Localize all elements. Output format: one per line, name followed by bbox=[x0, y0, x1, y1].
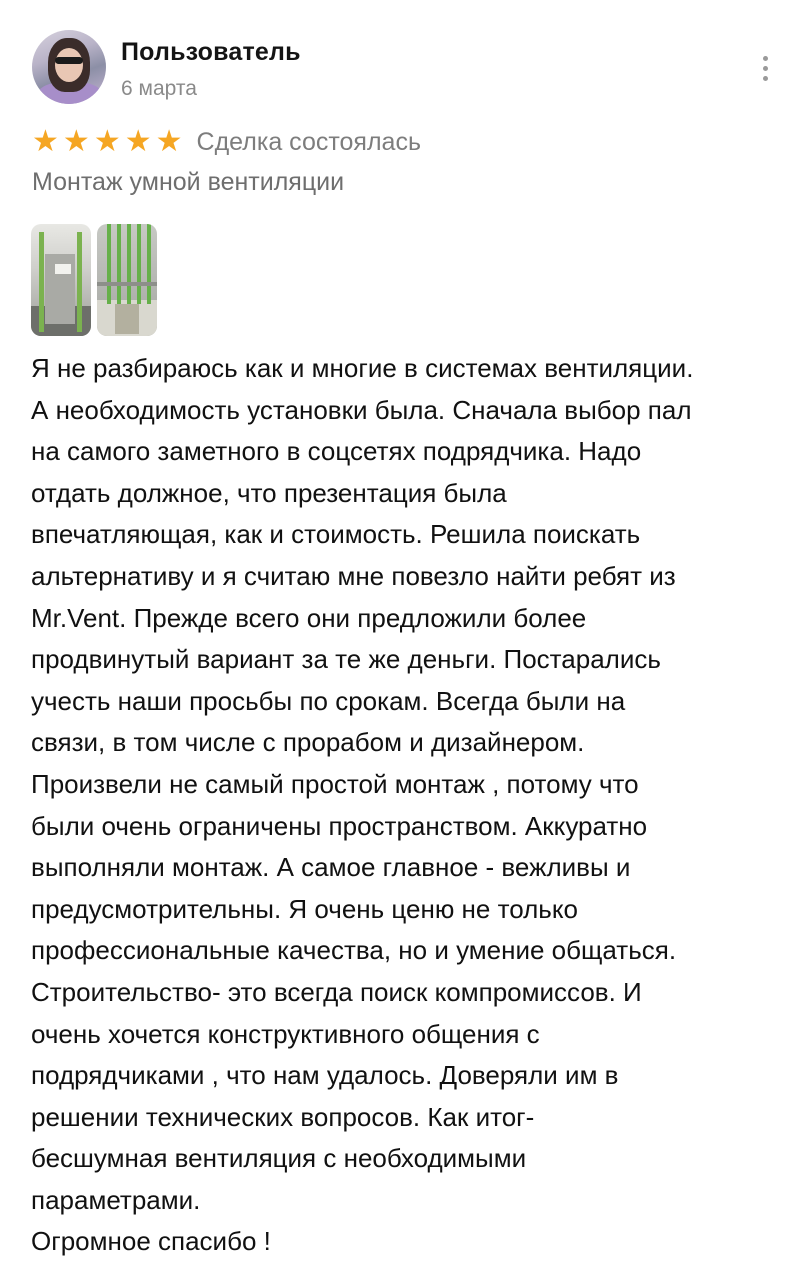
review-text-line: связи, в том числе с прорабом и дизайнером. bbox=[31, 727, 585, 758]
review-text-line: предусмотрительны. Я очень ценю не только bbox=[31, 893, 578, 924]
review-text-line: впечатляющая, как и стоимость. Решила поискать bbox=[31, 519, 641, 550]
review-text-line: Огромное спасибо ! bbox=[31, 1226, 271, 1257]
review-text-line: бесшумная вентиляция с необходимыми bbox=[31, 1143, 527, 1174]
photo-gallery bbox=[31, 224, 157, 336]
review-text-line: А необходимость установки была. Сначала выбор пал bbox=[31, 394, 692, 425]
review-text-line: подрядчиками , что нам удалось. Доверяли им в bbox=[31, 1060, 619, 1091]
star-icon: ★ bbox=[62, 125, 90, 158]
review-text-line: очень хочется конструктивного общения с bbox=[31, 1018, 540, 1049]
star-icon: ★ bbox=[93, 125, 121, 158]
review-text-line: на самого заметного в соцсетях подрядчика. Надо bbox=[31, 436, 642, 467]
review-text-line: Произвели не самый простой монтаж , потому что bbox=[31, 768, 639, 799]
review-text-line: отдать должное, что презентация была bbox=[31, 477, 507, 508]
ventilation-photo-thumbnail[interactable] bbox=[97, 224, 157, 336]
star-icon: ★ bbox=[124, 125, 152, 158]
review-text-line: профессиональные качества, но и умение общаться. bbox=[31, 935, 677, 966]
ventilation-photo-thumbnail[interactable] bbox=[31, 224, 91, 336]
more-vertical-icon bbox=[763, 56, 768, 61]
review-text bbox=[31, 348, 781, 1263]
star-rating bbox=[32, 127, 187, 157]
avatar-face bbox=[55, 48, 83, 82]
more-options-button[interactable] bbox=[753, 52, 777, 88]
review-text-line: параметрами. bbox=[31, 1184, 201, 1215]
review-text-line: Mr.Vent. Прежде всего они предложили более bbox=[31, 602, 587, 633]
more-vertical-icon bbox=[763, 76, 768, 81]
review-text-line: Строительство- это всегда поиск компромиссов. И bbox=[31, 976, 642, 1007]
rating-row bbox=[32, 124, 421, 160]
review-text-line: были очень ограничены пространством. Аккуратно bbox=[31, 810, 648, 841]
review-header bbox=[32, 30, 777, 110]
star-icon: ★ bbox=[32, 125, 59, 158]
review-text-line: продвинутый вариант за те же деньги. Постарались bbox=[31, 644, 661, 675]
review-date: 6 марта bbox=[121, 77, 197, 100]
service-title: Монтаж умной вентиляции bbox=[32, 168, 345, 196]
deal-status: Сделка состоялась bbox=[196, 127, 421, 156]
star-icon: ★ bbox=[155, 125, 183, 158]
review-text-line: альтернативу и я считаю мне повезло найти ребят из bbox=[31, 560, 676, 591]
review-text-line: решении технических вопросов. Как итог- bbox=[31, 1101, 535, 1132]
avatar[interactable] bbox=[32, 30, 106, 104]
review-text-line: выполняли монтаж. А самое главное - вежливы и bbox=[31, 852, 631, 883]
author-name[interactable]: Пользователь bbox=[121, 38, 301, 66]
review-text-line: Я не разбираюсь как и многие в системах вентиляции. bbox=[31, 353, 694, 383]
avatar-glasses bbox=[55, 57, 83, 64]
more-vertical-icon bbox=[763, 66, 768, 71]
review-text-line: учесть наши просьбы по срокам. Всегда были на bbox=[31, 685, 626, 716]
